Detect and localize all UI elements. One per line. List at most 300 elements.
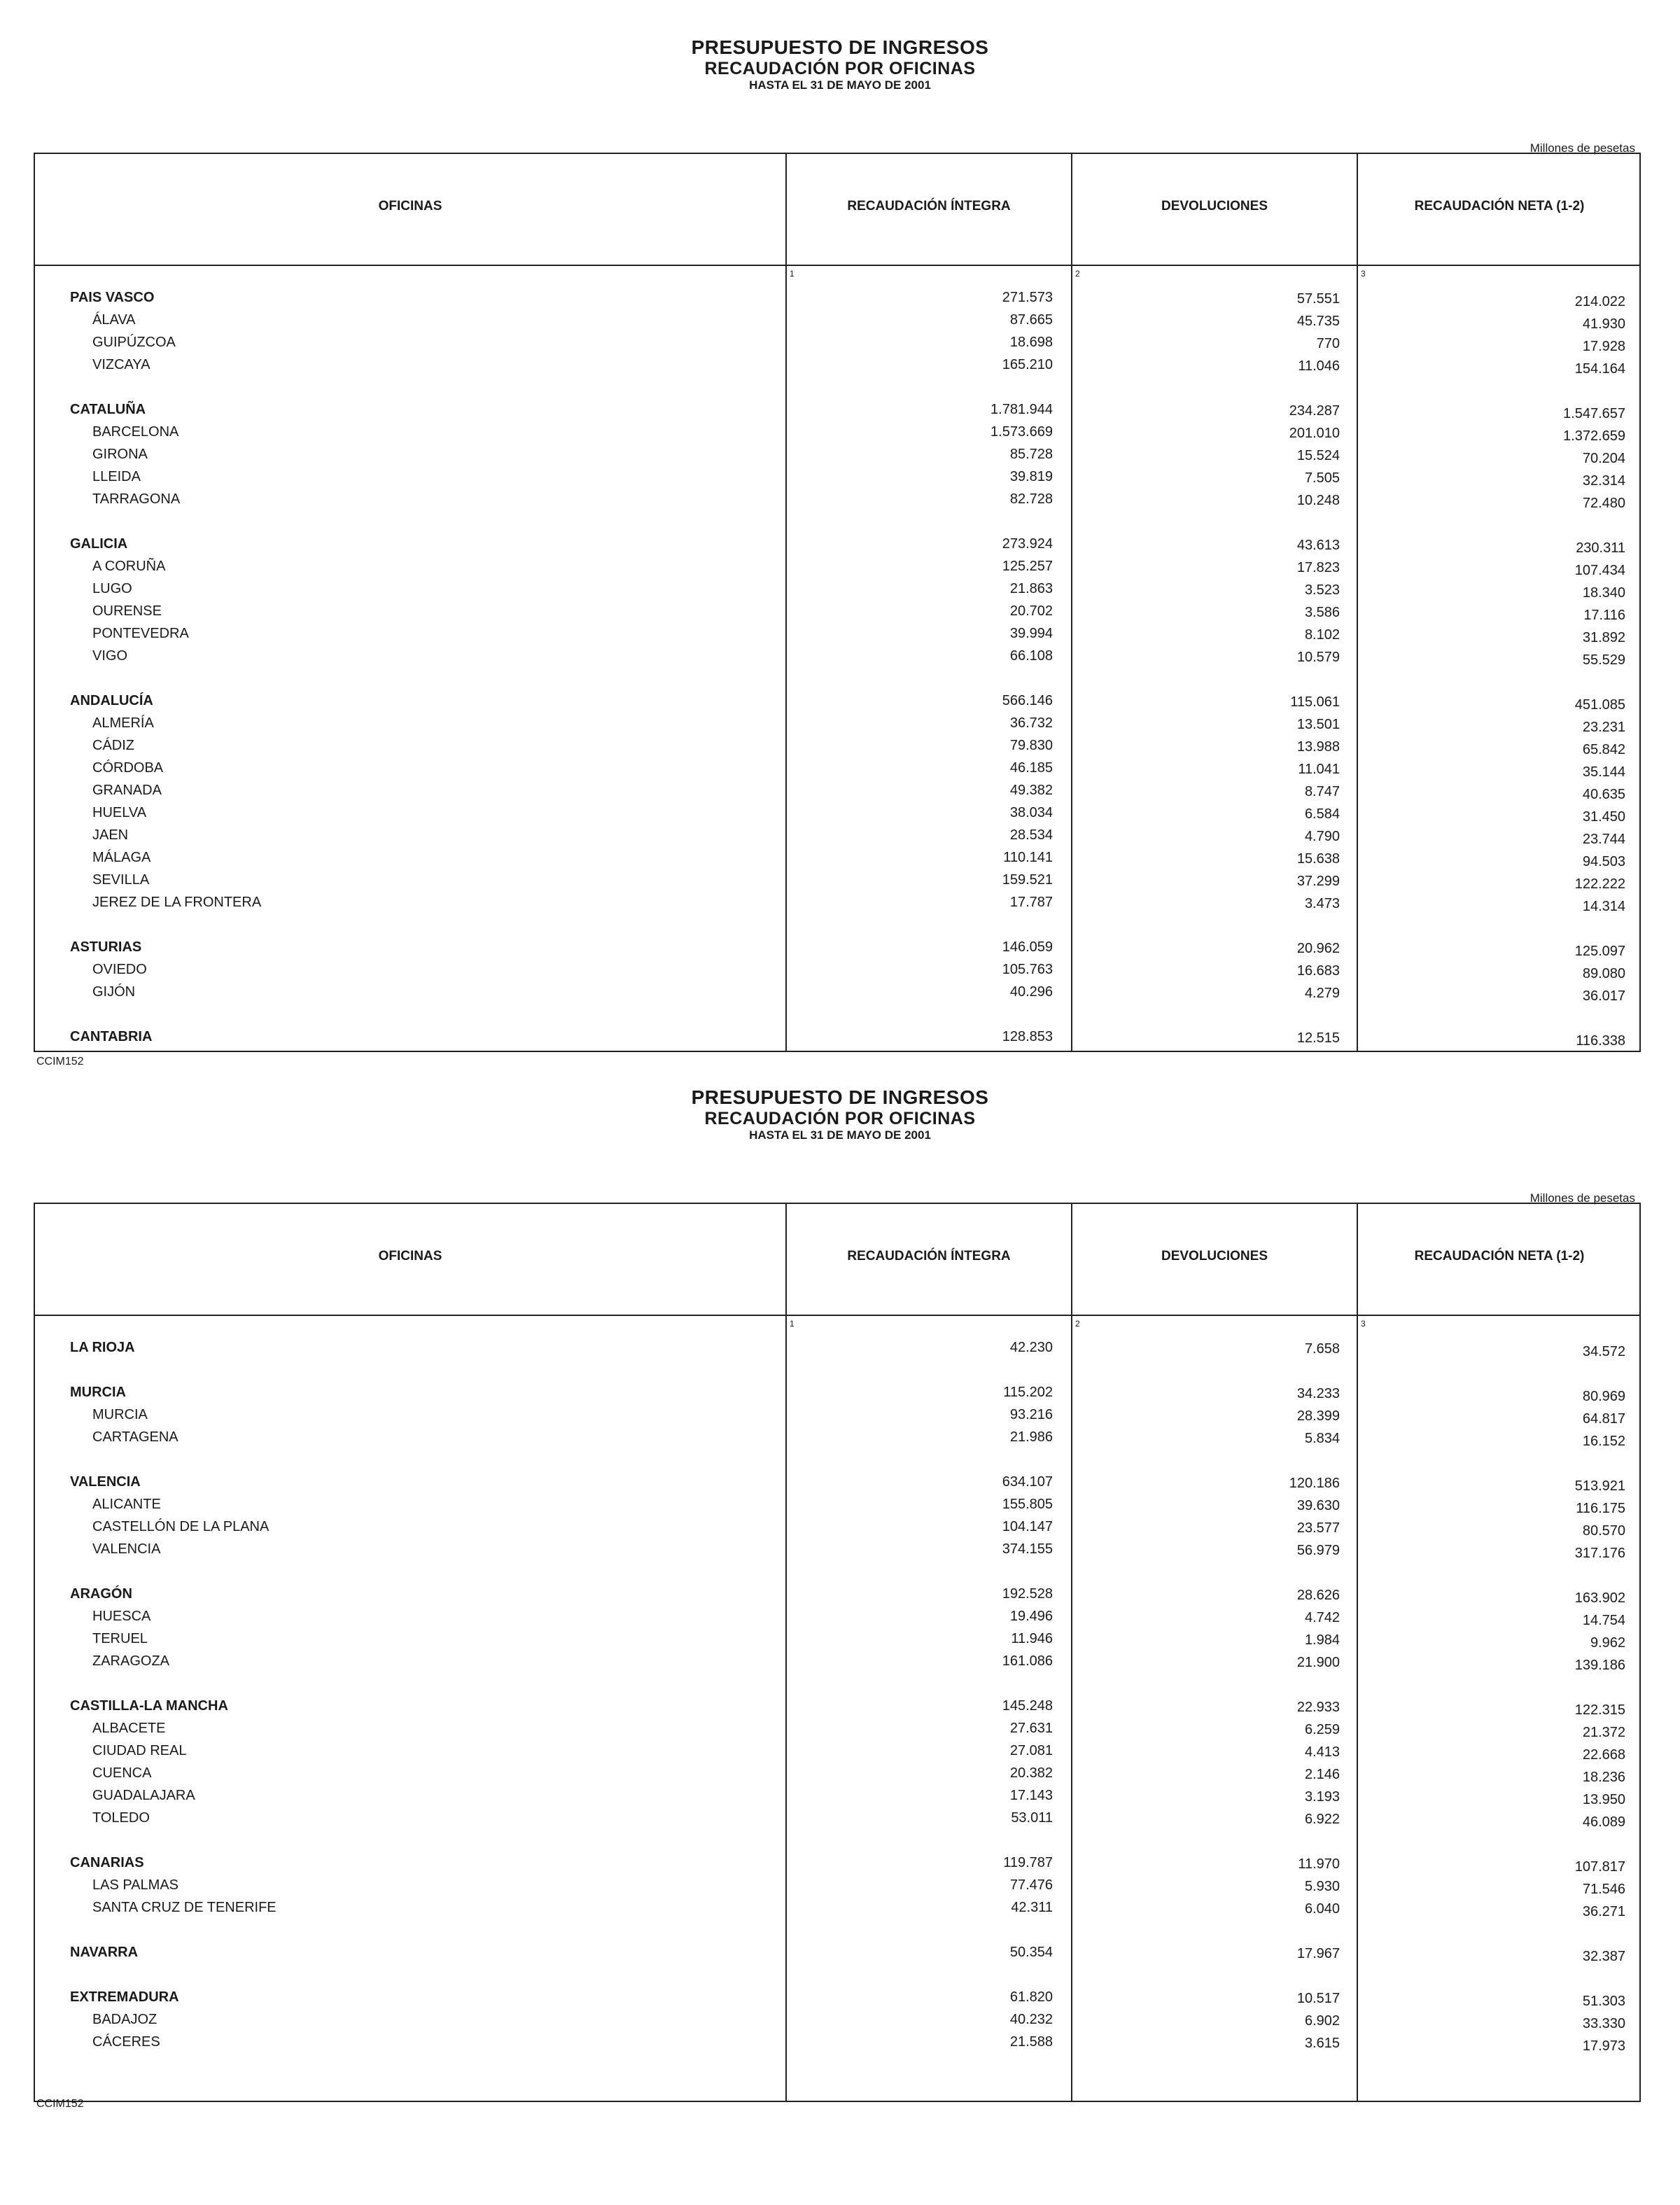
recaudacion-integra-value: 18.698 bbox=[1009, 335, 1053, 350]
table-row-office bbox=[35, 1407, 1639, 1429]
devoluciones-value: 3.193 bbox=[1304, 1789, 1340, 1805]
recaudacion-neta-value: 31.892 bbox=[1582, 630, 1625, 645]
office-name: ANDALUCÍA bbox=[70, 693, 153, 708]
devoluciones-value: 20.962 bbox=[1296, 941, 1340, 956]
recaudacion-integra-value: 566.146 bbox=[1002, 693, 1053, 708]
recaudacion-integra-value: 79.830 bbox=[1009, 738, 1053, 753]
devoluciones-value: 6.259 bbox=[1304, 1722, 1340, 1737]
recaudacion-integra-value: 161.086 bbox=[1002, 1653, 1053, 1669]
devoluciones-value: 34.233 bbox=[1296, 1386, 1340, 1401]
report-page-1 bbox=[0, 0, 1680, 1102]
table-row-office bbox=[35, 357, 1639, 379]
recaudacion-neta-value: 154.164 bbox=[1574, 361, 1625, 377]
recaudacion-neta-value: 89.080 bbox=[1582, 966, 1625, 981]
recaudacion-neta-value: 34.572 bbox=[1582, 1344, 1625, 1359]
table-row-office bbox=[35, 2012, 1639, 2034]
table-row-region bbox=[35, 1340, 1639, 1362]
recaudacion-neta-value: 94.503 bbox=[1582, 854, 1625, 869]
recaudacion-integra-value: 374.155 bbox=[1002, 1541, 1053, 1557]
recaudacion-integra-value: 21.863 bbox=[1009, 581, 1053, 596]
recaudacion-neta-value: 14.314 bbox=[1582, 899, 1625, 914]
recaudacion-integra-value: 17.143 bbox=[1009, 1788, 1053, 1803]
recaudacion-neta-value: 125.097 bbox=[1574, 944, 1625, 959]
devoluciones-value: 4.742 bbox=[1304, 1610, 1340, 1625]
table-row-office bbox=[35, 626, 1639, 648]
table-row-office bbox=[35, 715, 1639, 738]
table-row-office bbox=[35, 1900, 1639, 1922]
table-row-office bbox=[35, 335, 1639, 357]
recaudacion-integra-value: 20.382 bbox=[1009, 1765, 1053, 1781]
office-name: GUADALAJARA bbox=[92, 1788, 195, 1803]
recaudacion-integra-value: 273.924 bbox=[1002, 536, 1053, 552]
recaudacion-integra-value: 1.573.669 bbox=[990, 424, 1053, 440]
column-header-oficinas: OFICINAS bbox=[378, 1249, 442, 1264]
devoluciones-value: 4.413 bbox=[1304, 1744, 1340, 1760]
column-header-oficinas: OFICINAS bbox=[378, 199, 442, 214]
recaudacion-neta-value: 71.546 bbox=[1582, 1882, 1625, 1897]
devoluciones-value: 13.988 bbox=[1296, 739, 1340, 755]
column-header-recaudacion-integra: RECAUDACIÓN ÍNTEGRA bbox=[847, 1249, 1011, 1264]
report-page-2 bbox=[0, 1050, 1680, 2152]
office-name: CÁDIZ bbox=[92, 738, 134, 753]
recaudacion-neta-value: 32.314 bbox=[1582, 473, 1625, 489]
recaudacion-integra-value: 49.382 bbox=[1009, 783, 1053, 798]
table-row-office bbox=[35, 760, 1639, 783]
recaudacion-neta-value: 65.842 bbox=[1582, 742, 1625, 757]
recaudacion-neta-value: 13.950 bbox=[1582, 1792, 1625, 1807]
table-row-office bbox=[35, 312, 1639, 335]
devoluciones-value: 6.922 bbox=[1304, 1812, 1340, 1827]
table-row-office bbox=[35, 1653, 1639, 1676]
recaudacion-neta-value: 23.231 bbox=[1582, 720, 1625, 735]
office-name: GIJÓN bbox=[92, 984, 136, 1000]
office-name: TERUEL bbox=[92, 1631, 148, 1646]
recaudacion-neta-value: 17.116 bbox=[1583, 608, 1625, 623]
table-row-office bbox=[35, 648, 1639, 671]
office-name: ZARAGOZA bbox=[92, 1653, 170, 1669]
recaudacion-neta-value: 9.962 bbox=[1590, 1635, 1625, 1651]
devoluciones-value: 21.900 bbox=[1296, 1655, 1340, 1670]
devoluciones-value: 43.613 bbox=[1296, 538, 1340, 553]
office-name: OVIEDO bbox=[92, 962, 147, 977]
devoluciones-value: 3.523 bbox=[1304, 582, 1340, 598]
table-row-region bbox=[35, 1989, 1639, 2012]
office-name: MURCIA bbox=[70, 1385, 126, 1400]
recaudacion-integra-value: 82.728 bbox=[1009, 491, 1053, 507]
office-name: ASTURIAS bbox=[70, 939, 142, 955]
units-label: Millones de pesetas bbox=[1530, 141, 1635, 155]
footer-code: CCIM152 bbox=[36, 1056, 84, 1068]
revenue-table bbox=[34, 153, 1641, 1052]
table-row-office bbox=[35, 1877, 1639, 1900]
report-title: PRESUPUESTO DE INGRESOS bbox=[691, 1086, 989, 1108]
recaudacion-integra-value: 110.141 bbox=[1003, 850, 1053, 865]
table-row-office bbox=[35, 1429, 1639, 1452]
recaudacion-integra-value: 36.732 bbox=[1009, 715, 1053, 731]
office-name: CANTABRIA bbox=[70, 1029, 153, 1044]
recaudacion-integra-value: 85.728 bbox=[1009, 447, 1053, 462]
recaudacion-neta-value: 23.744 bbox=[1582, 832, 1625, 847]
devoluciones-value: 7.658 bbox=[1304, 1341, 1340, 1357]
table-row-region bbox=[35, 693, 1639, 715]
office-name: LLEIDA bbox=[92, 469, 141, 484]
office-name: CARTAGENA bbox=[92, 1429, 178, 1445]
office-name: SANTA CRUZ DE TENERIFE bbox=[92, 1900, 276, 1915]
table-row-office bbox=[35, 872, 1639, 895]
devoluciones-value: 56.979 bbox=[1296, 1543, 1340, 1558]
devoluciones-value: 1.984 bbox=[1304, 1632, 1340, 1648]
recaudacion-integra-value: 155.805 bbox=[1002, 1497, 1053, 1512]
office-name: GUIPÚZCOA bbox=[92, 335, 176, 350]
devoluciones-value: 22.933 bbox=[1296, 1700, 1340, 1715]
footer-code: CCIM152 bbox=[36, 2098, 84, 2110]
table-row-office bbox=[35, 805, 1639, 827]
office-name: MÁLAGA bbox=[92, 850, 151, 865]
report-title-block bbox=[0, 36, 1680, 92]
recaudacion-neta-value: 36.017 bbox=[1582, 988, 1625, 1004]
devoluciones-value: 37.299 bbox=[1296, 874, 1340, 889]
table-row-office bbox=[35, 962, 1639, 984]
recaudacion-integra-value: 11.946 bbox=[1011, 1631, 1053, 1646]
column-header-recaudacion-integra: RECAUDACIÓN ÍNTEGRA bbox=[847, 199, 1011, 214]
devoluciones-value: 201.010 bbox=[1289, 426, 1340, 441]
devoluciones-value: 23.577 bbox=[1296, 1520, 1340, 1536]
devoluciones-value: 11.041 bbox=[1298, 762, 1340, 777]
devoluciones-value: 2.146 bbox=[1304, 1767, 1340, 1782]
recaudacion-neta-value: 163.902 bbox=[1574, 1590, 1625, 1606]
office-name: BADAJOZ bbox=[92, 2012, 158, 2027]
recaudacion-integra-value: 87.665 bbox=[1009, 312, 1053, 328]
recaudacion-neta-value: 55.529 bbox=[1582, 652, 1625, 668]
recaudacion-neta-value: 14.754 bbox=[1582, 1613, 1625, 1628]
table-row-office bbox=[35, 984, 1639, 1007]
recaudacion-integra-value: 165.210 bbox=[1002, 357, 1053, 372]
devoluciones-value: 3.473 bbox=[1304, 896, 1340, 911]
recaudacion-neta-value: 21.372 bbox=[1582, 1725, 1625, 1740]
report-title-block bbox=[0, 1086, 1680, 1142]
recaudacion-integra-value: 159.521 bbox=[1002, 872, 1053, 888]
recaudacion-integra-value: 105.763 bbox=[1002, 962, 1053, 977]
office-name: TARRAGONA bbox=[92, 491, 181, 507]
table-row-office bbox=[35, 895, 1639, 917]
office-name: MURCIA bbox=[92, 1407, 148, 1422]
header-divider bbox=[35, 1315, 1639, 1316]
devoluciones-value: 10.579 bbox=[1296, 650, 1340, 665]
office-name: HUELVA bbox=[92, 805, 147, 820]
table-row-office bbox=[35, 491, 1639, 514]
table-row-office bbox=[35, 1810, 1639, 1833]
column-number: 1 bbox=[790, 269, 794, 279]
column-number: 1 bbox=[790, 1319, 794, 1329]
table-row-office bbox=[35, 850, 1639, 872]
office-name: VIGO bbox=[92, 648, 128, 664]
recaudacion-neta-value: 107.817 bbox=[1574, 1859, 1625, 1875]
office-name: BARCELONA bbox=[92, 424, 179, 440]
recaudacion-integra-value: 27.081 bbox=[1009, 1743, 1053, 1758]
recaudacion-neta-value: 46.089 bbox=[1582, 1814, 1625, 1830]
devoluciones-value: 17.967 bbox=[1296, 1946, 1340, 1961]
table-row-region bbox=[35, 1586, 1639, 1609]
report-date: HASTA EL 31 DE MAYO DE 2001 bbox=[749, 1128, 931, 1142]
table-row-office bbox=[35, 1765, 1639, 1788]
recaudacion-neta-value: 51.303 bbox=[1582, 1994, 1625, 2009]
office-name: GRANADA bbox=[92, 783, 162, 798]
office-name: HUESCA bbox=[92, 1609, 151, 1624]
devoluciones-value: 115.061 bbox=[1290, 694, 1340, 710]
office-name: VIZCAYA bbox=[92, 357, 150, 372]
devoluciones-value: 3.586 bbox=[1304, 605, 1340, 620]
table-row-office bbox=[35, 1609, 1639, 1631]
recaudacion-neta-value: 107.434 bbox=[1574, 563, 1625, 578]
recaudacion-integra-value: 50.354 bbox=[1009, 1945, 1053, 1960]
recaudacion-neta-value: 122.315 bbox=[1574, 1702, 1625, 1718]
table-row-region bbox=[35, 1029, 1639, 1051]
report-subtitle: RECAUDACIÓN POR OFICINAS bbox=[704, 59, 976, 78]
table-row-region bbox=[35, 536, 1639, 559]
recaudacion-integra-value: 40.296 bbox=[1009, 984, 1053, 1000]
recaudacion-integra-value: 27.631 bbox=[1009, 1721, 1053, 1736]
recaudacion-neta-value: 1.372.659 bbox=[1563, 428, 1625, 444]
devoluciones-value: 11.046 bbox=[1298, 358, 1340, 374]
recaudacion-neta-value: 33.330 bbox=[1582, 2016, 1625, 2031]
devoluciones-value: 17.823 bbox=[1296, 560, 1340, 575]
office-name: CÁCERES bbox=[92, 2034, 160, 2050]
recaudacion-neta-value: 116.338 bbox=[1576, 1033, 1625, 1049]
table-row-region bbox=[35, 402, 1639, 424]
devoluciones-value: 16.683 bbox=[1296, 963, 1340, 979]
office-name: CANARIAS bbox=[70, 1855, 144, 1870]
devoluciones-value: 120.186 bbox=[1289, 1476, 1340, 1491]
table-body bbox=[35, 290, 1639, 1051]
recaudacion-neta-value: 31.450 bbox=[1582, 809, 1625, 825]
recaudacion-neta-value: 22.668 bbox=[1582, 1747, 1625, 1763]
office-name: CASTELLÓN DE LA PLANA bbox=[92, 1519, 270, 1534]
table-row-office bbox=[35, 1497, 1639, 1519]
devoluciones-value: 8.102 bbox=[1304, 627, 1340, 643]
recaudacion-neta-value: 317.176 bbox=[1574, 1546, 1625, 1561]
recaudacion-neta-value: 116.175 bbox=[1576, 1501, 1625, 1516]
recaudacion-neta-value: 36.271 bbox=[1582, 1904, 1625, 1919]
column-header-devoluciones: DEVOLUCIONES bbox=[1161, 199, 1268, 214]
office-name: SEVILLA bbox=[92, 872, 150, 888]
recaudacion-integra-value: 21.986 bbox=[1009, 1429, 1053, 1445]
devoluciones-value: 11.970 bbox=[1298, 1856, 1340, 1872]
table-row-region bbox=[35, 1945, 1639, 1967]
column-header-recaudacion-neta: RECAUDACIÓN NETA (1-2) bbox=[1414, 1249, 1585, 1264]
office-name: OURENSE bbox=[92, 603, 162, 619]
recaudacion-neta-value: 72.480 bbox=[1582, 496, 1625, 511]
recaudacion-integra-value: 17.787 bbox=[1009, 895, 1053, 910]
units-label: Millones de pesetas bbox=[1530, 1191, 1635, 1205]
table-row-office bbox=[35, 783, 1639, 805]
recaudacion-neta-value: 35.144 bbox=[1582, 764, 1625, 780]
recaudacion-integra-value: 1.781.944 bbox=[990, 402, 1053, 417]
table-body bbox=[35, 1340, 1639, 2057]
devoluciones-value: 57.551 bbox=[1296, 291, 1340, 307]
devoluciones-value: 28.399 bbox=[1296, 1408, 1340, 1424]
column-header-devoluciones: DEVOLUCIONES bbox=[1161, 1249, 1268, 1264]
recaudacion-neta-value: 17.928 bbox=[1582, 339, 1625, 354]
recaudacion-integra-value: 39.819 bbox=[1009, 469, 1053, 484]
column-number: 2 bbox=[1075, 1319, 1080, 1329]
table-row-office bbox=[35, 1721, 1639, 1743]
table-row-region bbox=[35, 1474, 1639, 1497]
recaudacion-neta-value: 230.311 bbox=[1576, 540, 1625, 556]
recaudacion-integra-value: 77.476 bbox=[1009, 1877, 1053, 1893]
office-name: CASTILLA-LA MANCHA bbox=[70, 1698, 228, 1714]
recaudacion-integra-value: 61.820 bbox=[1009, 1989, 1053, 2005]
recaudacion-neta-value: 214.022 bbox=[1574, 294, 1625, 309]
devoluciones-value: 39.630 bbox=[1296, 1498, 1340, 1513]
devoluciones-value: 10.517 bbox=[1296, 1991, 1340, 2006]
recaudacion-neta-value: 16.152 bbox=[1582, 1434, 1625, 1449]
recaudacion-integra-value: 271.573 bbox=[1002, 290, 1053, 305]
devoluciones-value: 10.248 bbox=[1296, 493, 1340, 508]
office-name: ALMERÍA bbox=[92, 715, 154, 731]
recaudacion-integra-value: 104.147 bbox=[1002, 1519, 1053, 1534]
devoluciones-value: 8.747 bbox=[1304, 784, 1340, 799]
recaudacion-neta-value: 80.969 bbox=[1582, 1389, 1625, 1404]
column-number: 2 bbox=[1075, 269, 1080, 279]
office-name: PONTEVEDRA bbox=[92, 626, 189, 641]
recaudacion-neta-value: 1.547.657 bbox=[1563, 406, 1625, 421]
devoluciones-value: 15.638 bbox=[1296, 851, 1340, 867]
office-name: ALICANTE bbox=[92, 1497, 161, 1512]
table-row-office bbox=[35, 1743, 1639, 1765]
recaudacion-integra-value: 93.216 bbox=[1009, 1407, 1053, 1422]
office-name: JAEN bbox=[92, 827, 129, 843]
recaudacion-neta-value: 18.340 bbox=[1582, 585, 1625, 601]
recaudacion-neta-value: 40.635 bbox=[1582, 787, 1625, 802]
devoluciones-value: 4.279 bbox=[1304, 986, 1340, 1001]
devoluciones-value: 7.505 bbox=[1304, 470, 1340, 486]
recaudacion-integra-value: 125.257 bbox=[1002, 559, 1053, 574]
devoluciones-value: 5.834 bbox=[1304, 1431, 1340, 1446]
office-name: LAS PALMAS bbox=[92, 1877, 179, 1893]
recaudacion-neta-value: 17.973 bbox=[1582, 2038, 1625, 2054]
office-name: LUGO bbox=[92, 581, 132, 596]
header-divider bbox=[35, 265, 1639, 266]
office-name: CÓRDOBA bbox=[92, 760, 164, 776]
recaudacion-integra-value: 53.011 bbox=[1011, 1810, 1053, 1826]
table-row-region bbox=[35, 939, 1639, 962]
recaudacion-neta-value: 64.817 bbox=[1582, 1411, 1625, 1427]
column-number: 3 bbox=[1361, 1319, 1366, 1329]
report-date: HASTA EL 31 DE MAYO DE 2001 bbox=[749, 78, 931, 92]
recaudacion-integra-value: 192.528 bbox=[1002, 1586, 1053, 1602]
office-name: EXTREMADURA bbox=[70, 1989, 179, 2005]
recaudacion-neta-value: 139.186 bbox=[1574, 1658, 1625, 1673]
revenue-table bbox=[34, 1203, 1641, 2102]
report-subtitle: RECAUDACIÓN POR OFICINAS bbox=[704, 1109, 976, 1128]
office-name: TOLEDO bbox=[92, 1810, 150, 1826]
recaudacion-integra-value: 42.230 bbox=[1009, 1340, 1053, 1355]
office-name: A CORUÑA bbox=[92, 559, 166, 574]
office-name: ÁLAVA bbox=[92, 312, 136, 328]
recaudacion-integra-value: 46.185 bbox=[1009, 760, 1053, 776]
table-row-office bbox=[35, 447, 1639, 469]
table-row-region bbox=[35, 1855, 1639, 1877]
recaudacion-neta-value: 122.222 bbox=[1574, 876, 1625, 892]
column-number: 3 bbox=[1361, 269, 1366, 279]
table-row-office bbox=[35, 424, 1639, 447]
devoluciones-value: 13.501 bbox=[1296, 717, 1340, 732]
recaudacion-integra-value: 42.311 bbox=[1011, 1900, 1053, 1915]
recaudacion-neta-value: 41.930 bbox=[1582, 316, 1625, 332]
table-row-region bbox=[35, 1385, 1639, 1407]
devoluciones-value: 770 bbox=[1316, 336, 1340, 351]
office-name: CUENCA bbox=[92, 1765, 152, 1781]
office-name: ARAGÓN bbox=[70, 1586, 132, 1602]
table-row-office bbox=[35, 738, 1639, 760]
recaudacion-neta-value: 70.204 bbox=[1582, 451, 1625, 466]
office-name: LA RIOJA bbox=[70, 1340, 135, 1355]
devoluciones-value: 6.902 bbox=[1304, 2013, 1340, 2029]
office-name: CIUDAD REAL bbox=[92, 1743, 187, 1758]
office-name: CATALUÑA bbox=[70, 402, 146, 417]
office-name: PAIS VASCO bbox=[70, 290, 155, 305]
office-name: NAVARRA bbox=[70, 1945, 139, 1960]
recaudacion-integra-value: 40.232 bbox=[1009, 2012, 1053, 2027]
table-row-region bbox=[35, 290, 1639, 312]
recaudacion-integra-value: 146.059 bbox=[1002, 939, 1053, 955]
table-row-region bbox=[35, 1698, 1639, 1721]
recaudacion-neta-value: 32.387 bbox=[1582, 1949, 1625, 1964]
recaudacion-integra-value: 128.853 bbox=[1002, 1029, 1053, 1044]
table-row-office bbox=[35, 827, 1639, 850]
devoluciones-value: 4.790 bbox=[1304, 829, 1340, 844]
column-header-recaudacion-neta: RECAUDACIÓN NETA (1-2) bbox=[1414, 199, 1585, 214]
devoluciones-value: 234.287 bbox=[1289, 403, 1340, 419]
table-row-office bbox=[35, 581, 1639, 603]
devoluciones-value: 15.524 bbox=[1296, 448, 1340, 463]
office-name: GIRONA bbox=[92, 447, 148, 462]
office-name: VALENCIA bbox=[70, 1474, 141, 1490]
report-title: PRESUPUESTO DE INGRESOS bbox=[691, 36, 989, 58]
recaudacion-integra-value: 145.248 bbox=[1002, 1698, 1053, 1714]
recaudacion-integra-value: 119.787 bbox=[1003, 1855, 1053, 1870]
recaudacion-integra-value: 115.202 bbox=[1003, 1385, 1053, 1400]
recaudacion-integra-value: 20.702 bbox=[1009, 603, 1053, 619]
devoluciones-value: 45.735 bbox=[1296, 314, 1340, 329]
table-row-office bbox=[35, 1519, 1639, 1541]
devoluciones-value: 3.615 bbox=[1304, 2036, 1340, 2051]
recaudacion-integra-value: 39.994 bbox=[1009, 626, 1053, 641]
recaudacion-integra-value: 28.534 bbox=[1009, 827, 1053, 843]
recaudacion-neta-value: 451.085 bbox=[1574, 697, 1625, 713]
recaudacion-integra-value: 38.034 bbox=[1009, 805, 1053, 820]
devoluciones-value: 12.515 bbox=[1296, 1030, 1340, 1046]
devoluciones-value: 6.040 bbox=[1304, 1901, 1340, 1917]
devoluciones-value: 6.584 bbox=[1304, 806, 1340, 822]
recaudacion-integra-value: 66.108 bbox=[1009, 648, 1053, 664]
table-row-office bbox=[35, 603, 1639, 626]
recaudacion-integra-value: 634.107 bbox=[1002, 1474, 1053, 1490]
table-row-office bbox=[35, 559, 1639, 581]
recaudacion-integra-value: 19.496 bbox=[1009, 1609, 1053, 1624]
recaudacion-neta-value: 18.236 bbox=[1582, 1770, 1625, 1785]
recaudacion-neta-value: 513.921 bbox=[1574, 1478, 1625, 1494]
office-name: JEREZ DE LA FRONTERA bbox=[92, 895, 262, 910]
recaudacion-neta-value: 80.570 bbox=[1582, 1523, 1625, 1539]
devoluciones-value: 5.930 bbox=[1304, 1879, 1340, 1894]
devoluciones-value: 28.626 bbox=[1296, 1588, 1340, 1603]
recaudacion-integra-value: 21.588 bbox=[1009, 2034, 1053, 2050]
table-row-office bbox=[35, 2034, 1639, 2057]
office-name: GALICIA bbox=[70, 536, 128, 552]
table-row-office bbox=[35, 1788, 1639, 1810]
table-row-office bbox=[35, 1631, 1639, 1653]
